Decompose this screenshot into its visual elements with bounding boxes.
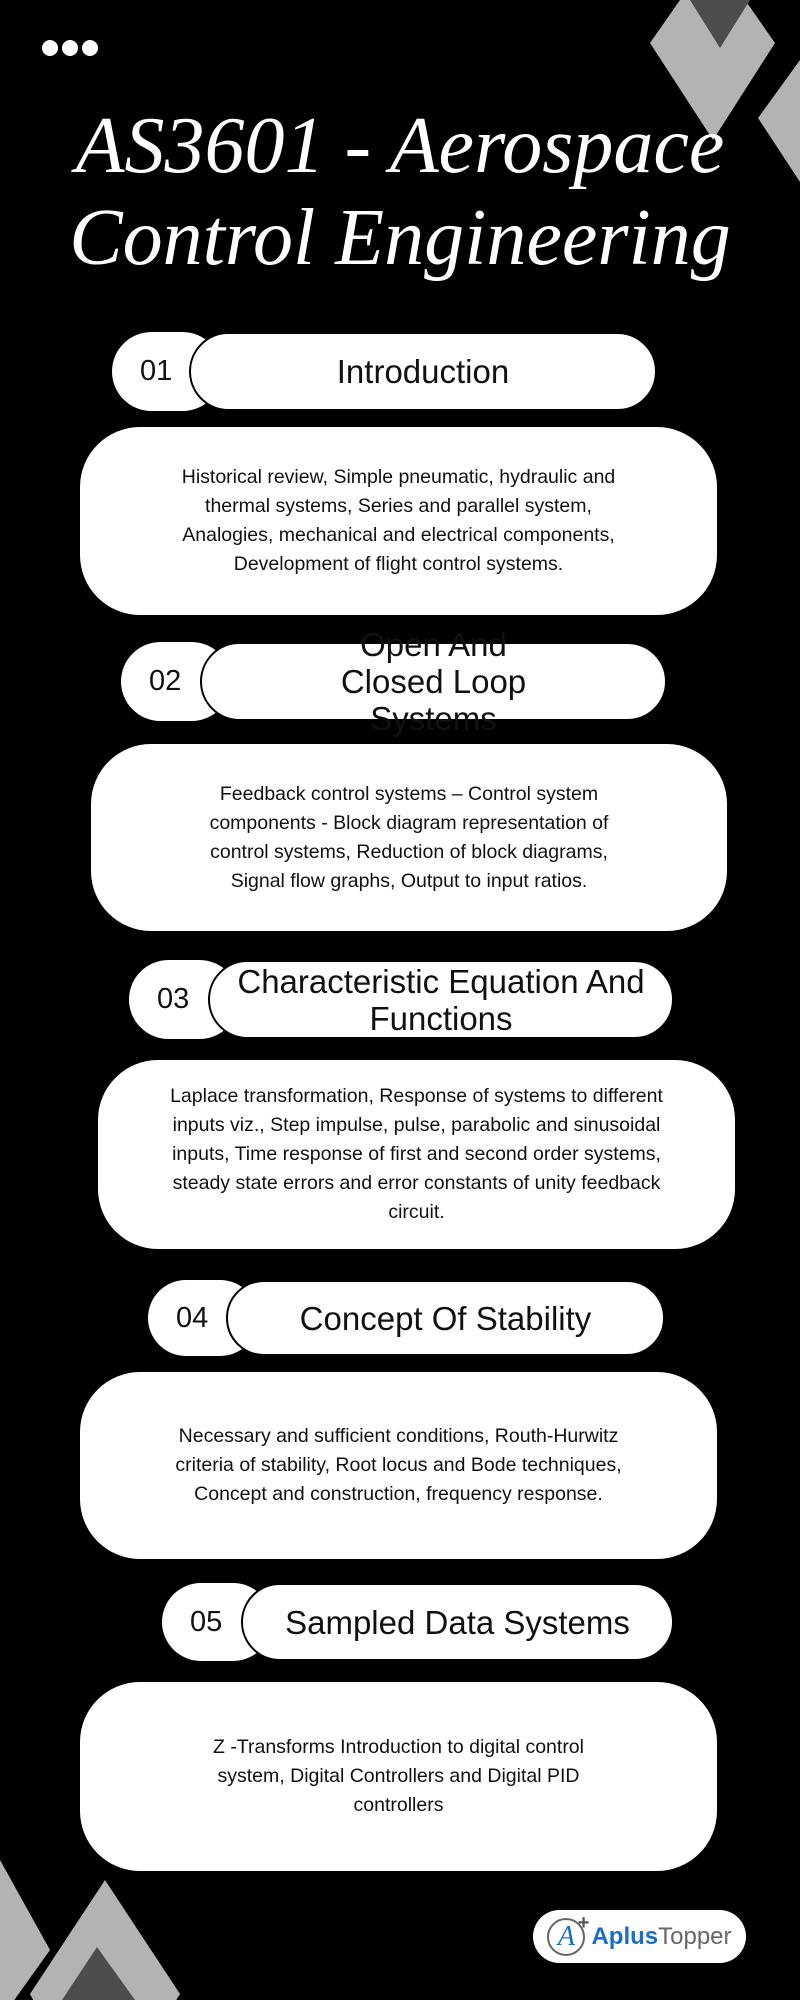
section-number: 02 — [121, 642, 231, 721]
section-title: Open And Closed Loop Systems — [200, 642, 667, 721]
section-title: Characteristic Equation And Functions — [208, 960, 674, 1039]
section-body-text: Necessary and sufficient conditions, Routh-Hurwitz criteria of stability, Root locus and Bode techniques, Concept and construction, frequency response. — [175, 1425, 622, 1505]
section-body — [80, 1372, 717, 1559]
section-title: Concept Of Stability — [226, 1280, 665, 1356]
section-title: Introduction — [189, 332, 657, 411]
page-title — [0, 100, 800, 284]
section-body — [98, 1060, 735, 1249]
section-body — [91, 744, 727, 931]
section-body-text: Historical review, Simple pneumatic, hydraulic and thermal systems, Series and parallel system, Analogies, mechanical and electrical components, Development of flight control systems. — [181, 466, 616, 575]
section-body — [80, 1682, 717, 1871]
section-number: 05 — [162, 1583, 272, 1661]
logo-text: AplusTopper — [591, 1922, 732, 1950]
section-body — [80, 427, 717, 615]
section-number: 01 — [112, 332, 222, 411]
section-body-text: Z -Transforms Introduction to digital control system, Digital Controllers and Digital PID controllers — [212, 1736, 584, 1816]
aplus-logo-icon: A + — [547, 1918, 585, 1956]
section-title: Sampled Data Systems — [241, 1583, 674, 1661]
section-number: 03 — [129, 960, 239, 1039]
section-body-text: Feedback control systems – Control system components - Block diagram representation of control systems, Reduction of block diagrams, Signal flow graphs, Output to input ratios. — [209, 782, 609, 892]
title-line-2: Control Engineering — [69, 194, 731, 282]
title-line-1: AS3601 - Aerospace — [75, 102, 725, 190]
section-body-text: Laplace transformation, Response of systems to different inputs viz., Step impulse, pulse, parabolic and sinusoidal inputs, Time response of first and second order systems, steady state errors and error constants of unity feedback circuit. — [170, 1085, 663, 1223]
decorative-diamonds-bottom — [0, 1850, 200, 2000]
section-number: 04 — [148, 1280, 258, 1356]
aplustopper-logo[interactable] — [533, 1910, 746, 1963]
